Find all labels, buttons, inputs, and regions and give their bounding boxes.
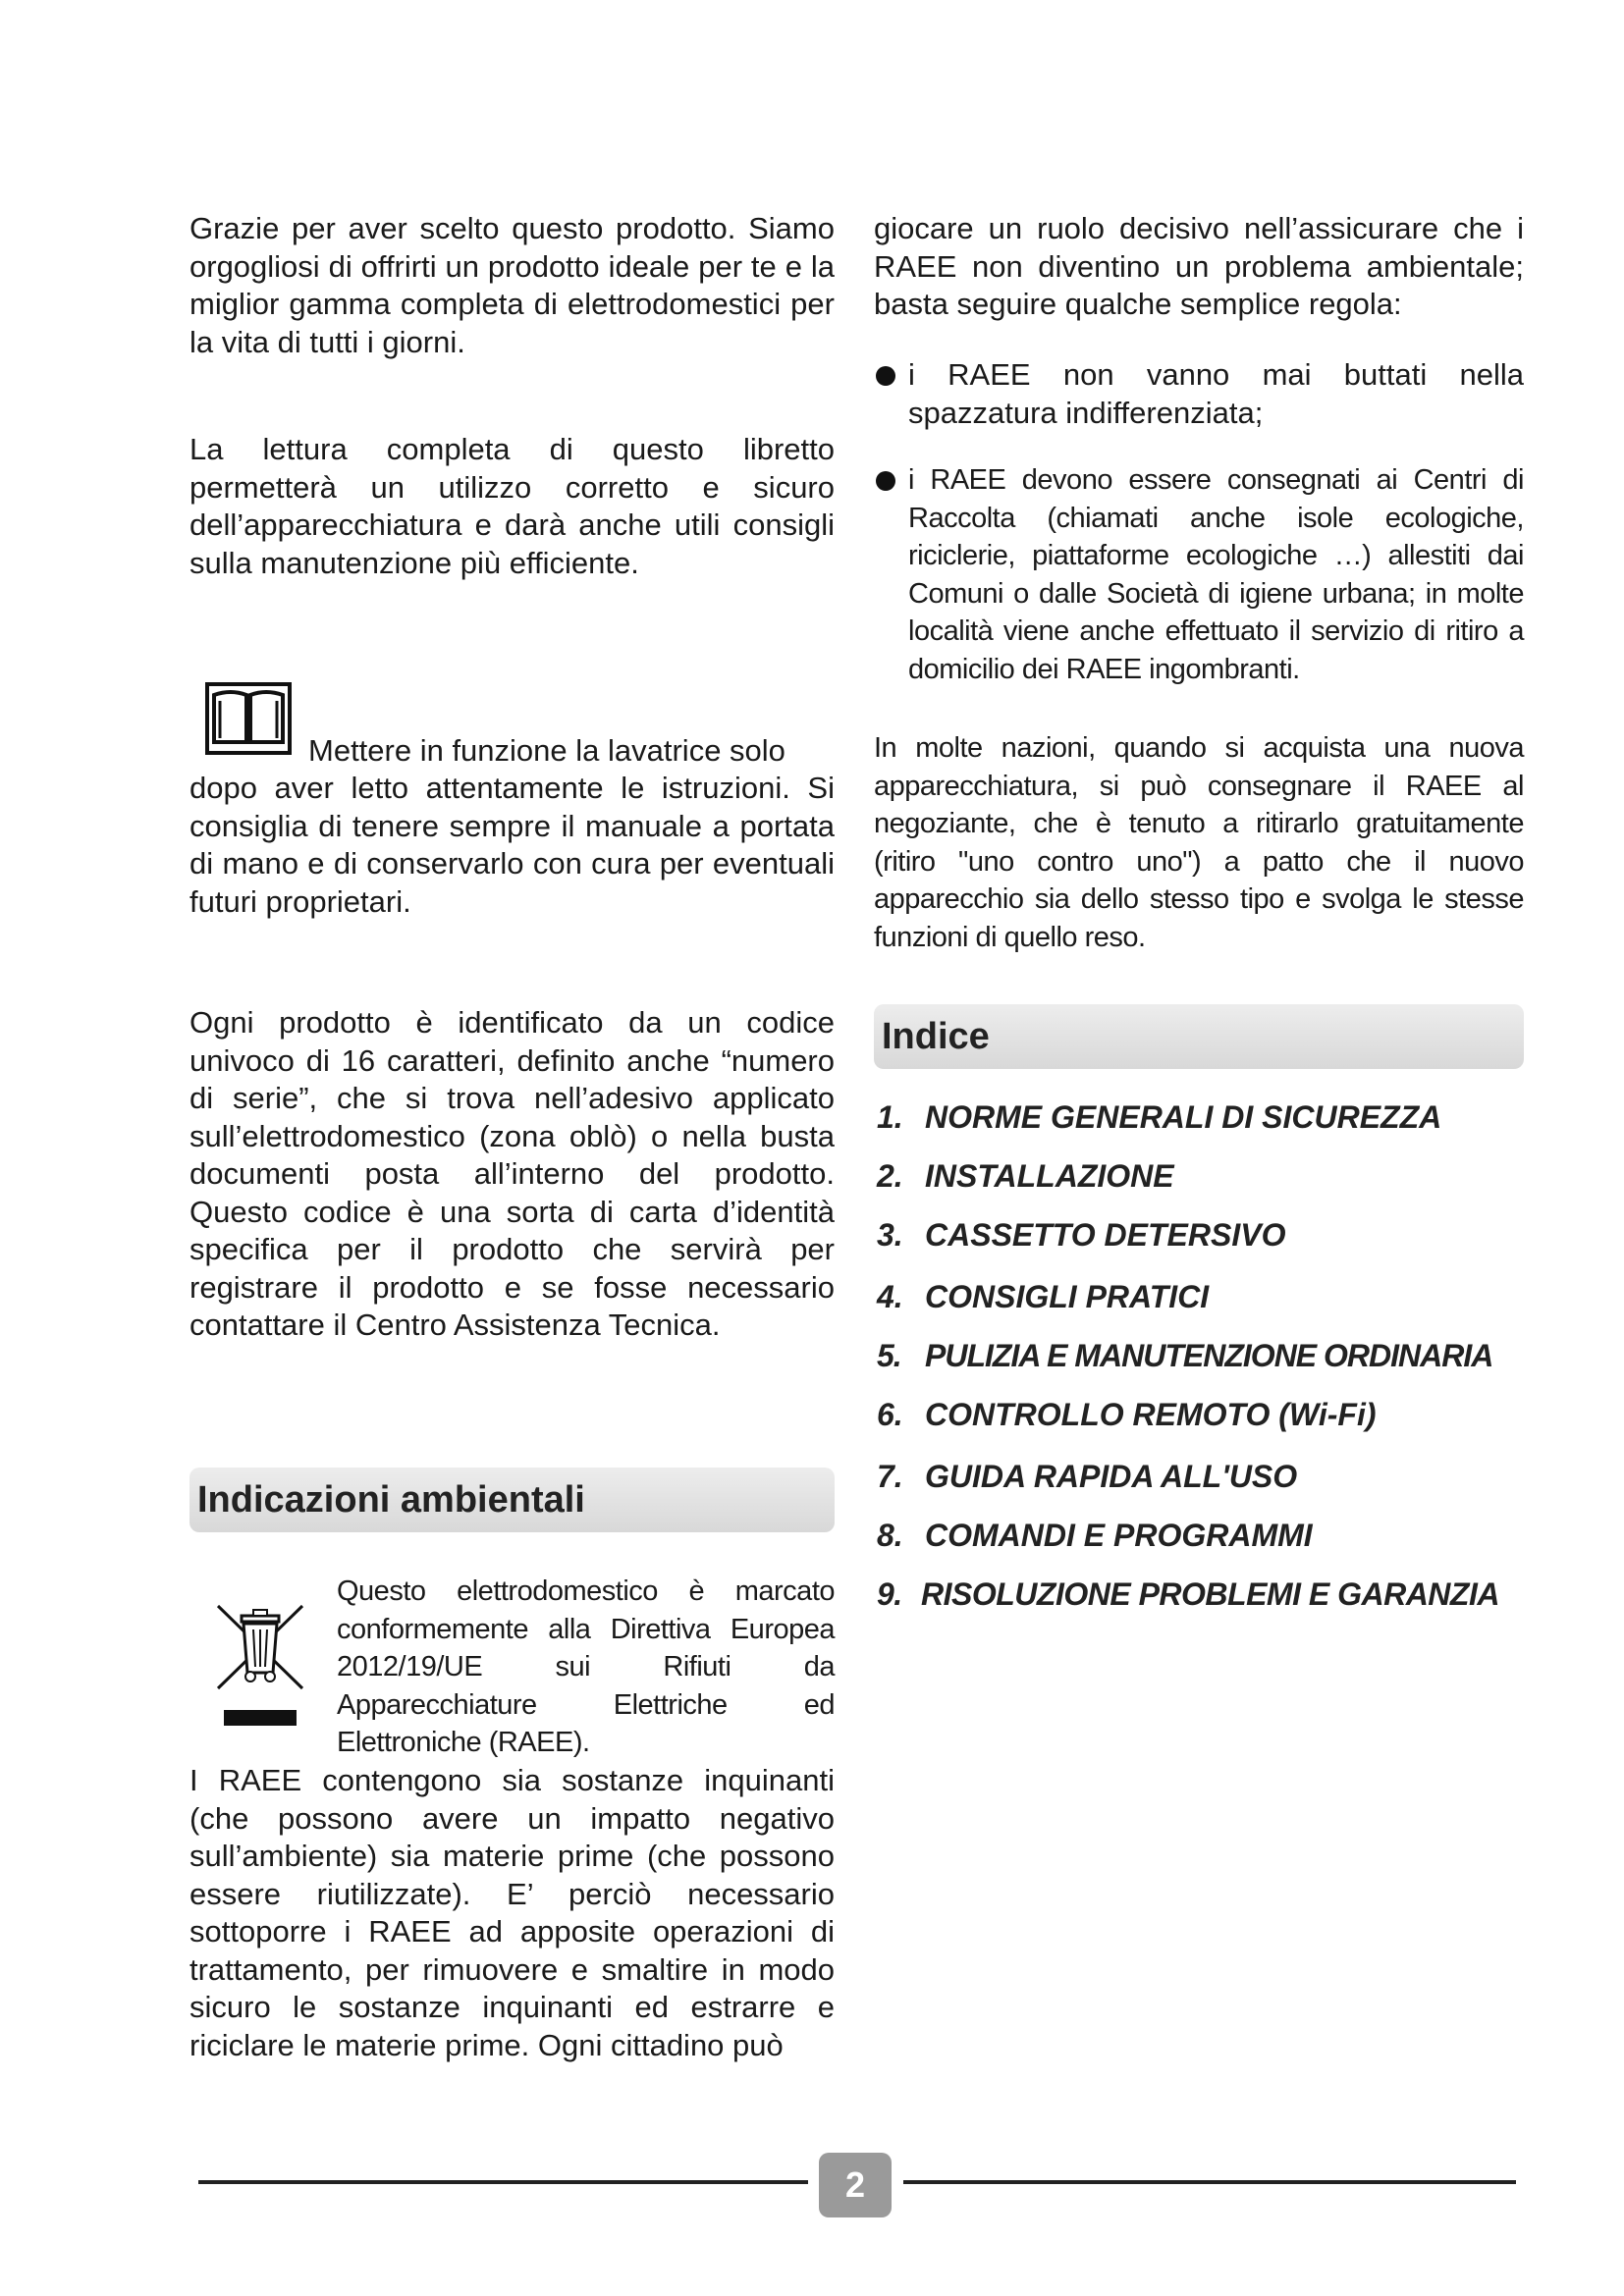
toc-item-number: 4.: [877, 1279, 903, 1314]
toc-item-label: GUIDA RAPIDA ALL'USO: [925, 1459, 1298, 1494]
weee-directive-text: Questo elettrodomestico è marcato conformemente alla Direttiva Europea 2012/19/UE sui Rifiuti da Apparecchiature Elettriche ed Elettroniche (RAEE).: [337, 1575, 835, 1758]
toc-item-label: COMANDI E PROGRAMMI: [925, 1518, 1313, 1553]
intro-paragraph-3-first-line: Mettere in funzione la lavatrice solo: [308, 733, 785, 768]
toc-item[interactable]: [877, 1338, 1492, 1374]
toc-item-label: CONTROLLO REMOTO (Wi-Fi): [925, 1397, 1377, 1432]
toc-item-label: NORME GENERALI DI SICUREZZA: [925, 1099, 1442, 1135]
toc-item-label: CONSIGLI PRATICI: [925, 1279, 1210, 1314]
toc-item-label: PULIZIA E MANUTENZIONE ORDINARIA: [925, 1338, 1493, 1373]
toc-item-number: 5.: [877, 1338, 901, 1373]
environment-closing: In molte nazioni, quando si acquista una nuova apparecchiatura, si può consegnare il RAEE al negoziante, che è tenuto a ritirarlo gratuitamente (ritiro "uno contro uno") a patto che il nuovo apparecchio sia dello stesso tipo e svolga le stesse funzioni di quello reso.: [874, 732, 1524, 953]
toc-item[interactable]: [877, 1518, 1313, 1554]
toc-item-number: 7.: [877, 1459, 903, 1494]
toc-item-label: CASSETTO DETERSIVO: [925, 1217, 1286, 1253]
environment-bullet-2-text: i RAEE devono essere consegnati ai Centri di Raccolta (chiamati anche isole ecologiche, riciclerie, piattaforme ecologiche …) allestiti dai Comuni o dalle Società di igiene urbana; in molte località viene anche effettuato il servizio di ritiro a domicilio dei RAEE ingombranti.: [908, 464, 1524, 685]
environment-bullet-2: [874, 461, 1524, 687]
toc-item[interactable]: [877, 1158, 1174, 1195]
environment-bullet-1: [874, 356, 1524, 435]
section-header-index: Indice: [874, 1004, 1524, 1069]
bullet-dot-icon: [876, 471, 895, 491]
environment-body: I RAEE contengono sia sostanze inquinanti (che possono avere un impatto negativo sull’ambiente) sia materie prime (che possono essere riutilizzate). E’ perciò necessario sottoporre i RAEE ad apposite operazioni di trattamento, per rimuovere e smaltire in modo sicuro le sostanze inquinanti ed estrarre e riciclare le materie prime. Ogni cittadino può: [189, 1763, 835, 2062]
toc-item-label: INSTALLAZIONE: [925, 1158, 1174, 1194]
toc-item-number: 2.: [877, 1158, 903, 1194]
toc-item-number: 3.: [877, 1217, 903, 1253]
toc-item-number: 1.: [877, 1099, 903, 1135]
toc-item[interactable]: [877, 1576, 1499, 1613]
environment-bullet-1-text: i RAEE non vanno mai buttati nella spazzatura indifferenziata;: [908, 357, 1524, 430]
manual-book-icon: [204, 681, 293, 756]
toc-item[interactable]: [877, 1279, 1209, 1315]
section-header-environment: Indicazioni ambientali: [189, 1468, 835, 1532]
toc-item-number: 6.: [877, 1397, 903, 1432]
intro-paragraph-1: Grazie per aver scelto questo prodotto. Siamo orgogliosi di offrirti un prodotto ideale per te e la miglior gamma completa di elettrodomestici per la vita di tutti i giorni.: [189, 211, 835, 359]
bullet-dot-icon: [876, 366, 895, 386]
intro-paragraph-2: La lettura completa di questo libretto permetterà un utilizzo corretto e sicuro dell’apparecchiatura e darà anche utili consigli sulla manutenzione più efficiente.: [189, 432, 835, 580]
toc-item-number: 8.: [877, 1518, 903, 1553]
toc-item-number: 9.: [877, 1576, 902, 1612]
environment-body-continued: giocare un ruolo decisivo nell’assicurare che i RAEE non diventino un problema ambientale; basta seguire qualche semplice regola:: [874, 211, 1524, 321]
toc-item[interactable]: [877, 1397, 1377, 1433]
toc-item[interactable]: [877, 1099, 1441, 1136]
footer-rule-right: [903, 2180, 1516, 2184]
toc-item[interactable]: [877, 1459, 1297, 1495]
weee-bin-icon: [214, 1598, 306, 1728]
toc-item-label: RISOLUZIONE PROBLEMI E GARANZIA: [921, 1576, 1499, 1612]
intro-paragraph-3: dopo aver letto attentamente le istruzioni. Si consiglia di tenere sempre il manuale a portata di mano e di conservarlo con cura per eventuali futuri proprietari.: [189, 771, 835, 919]
footer-rule-left: [198, 2180, 808, 2184]
toc-item[interactable]: [877, 1217, 1285, 1254]
page-number-badge: 2: [819, 2153, 892, 2217]
serial-number-paragraph: Ogni prodotto è identificato da un codice univoco di 16 caratteri, definito anche “numero di serie”, che si trova nell’adesivo applicato sull’elettrodomestico (zona oblò) o nella busta documenti posta all’interno del prodotto. Questo codice è una sorta di carta d’identità specifica per il prodotto che servirà per registrare il prodotto e se fosse necessario contattare il Centro Assistenza Tecnica.: [189, 1005, 835, 1342]
